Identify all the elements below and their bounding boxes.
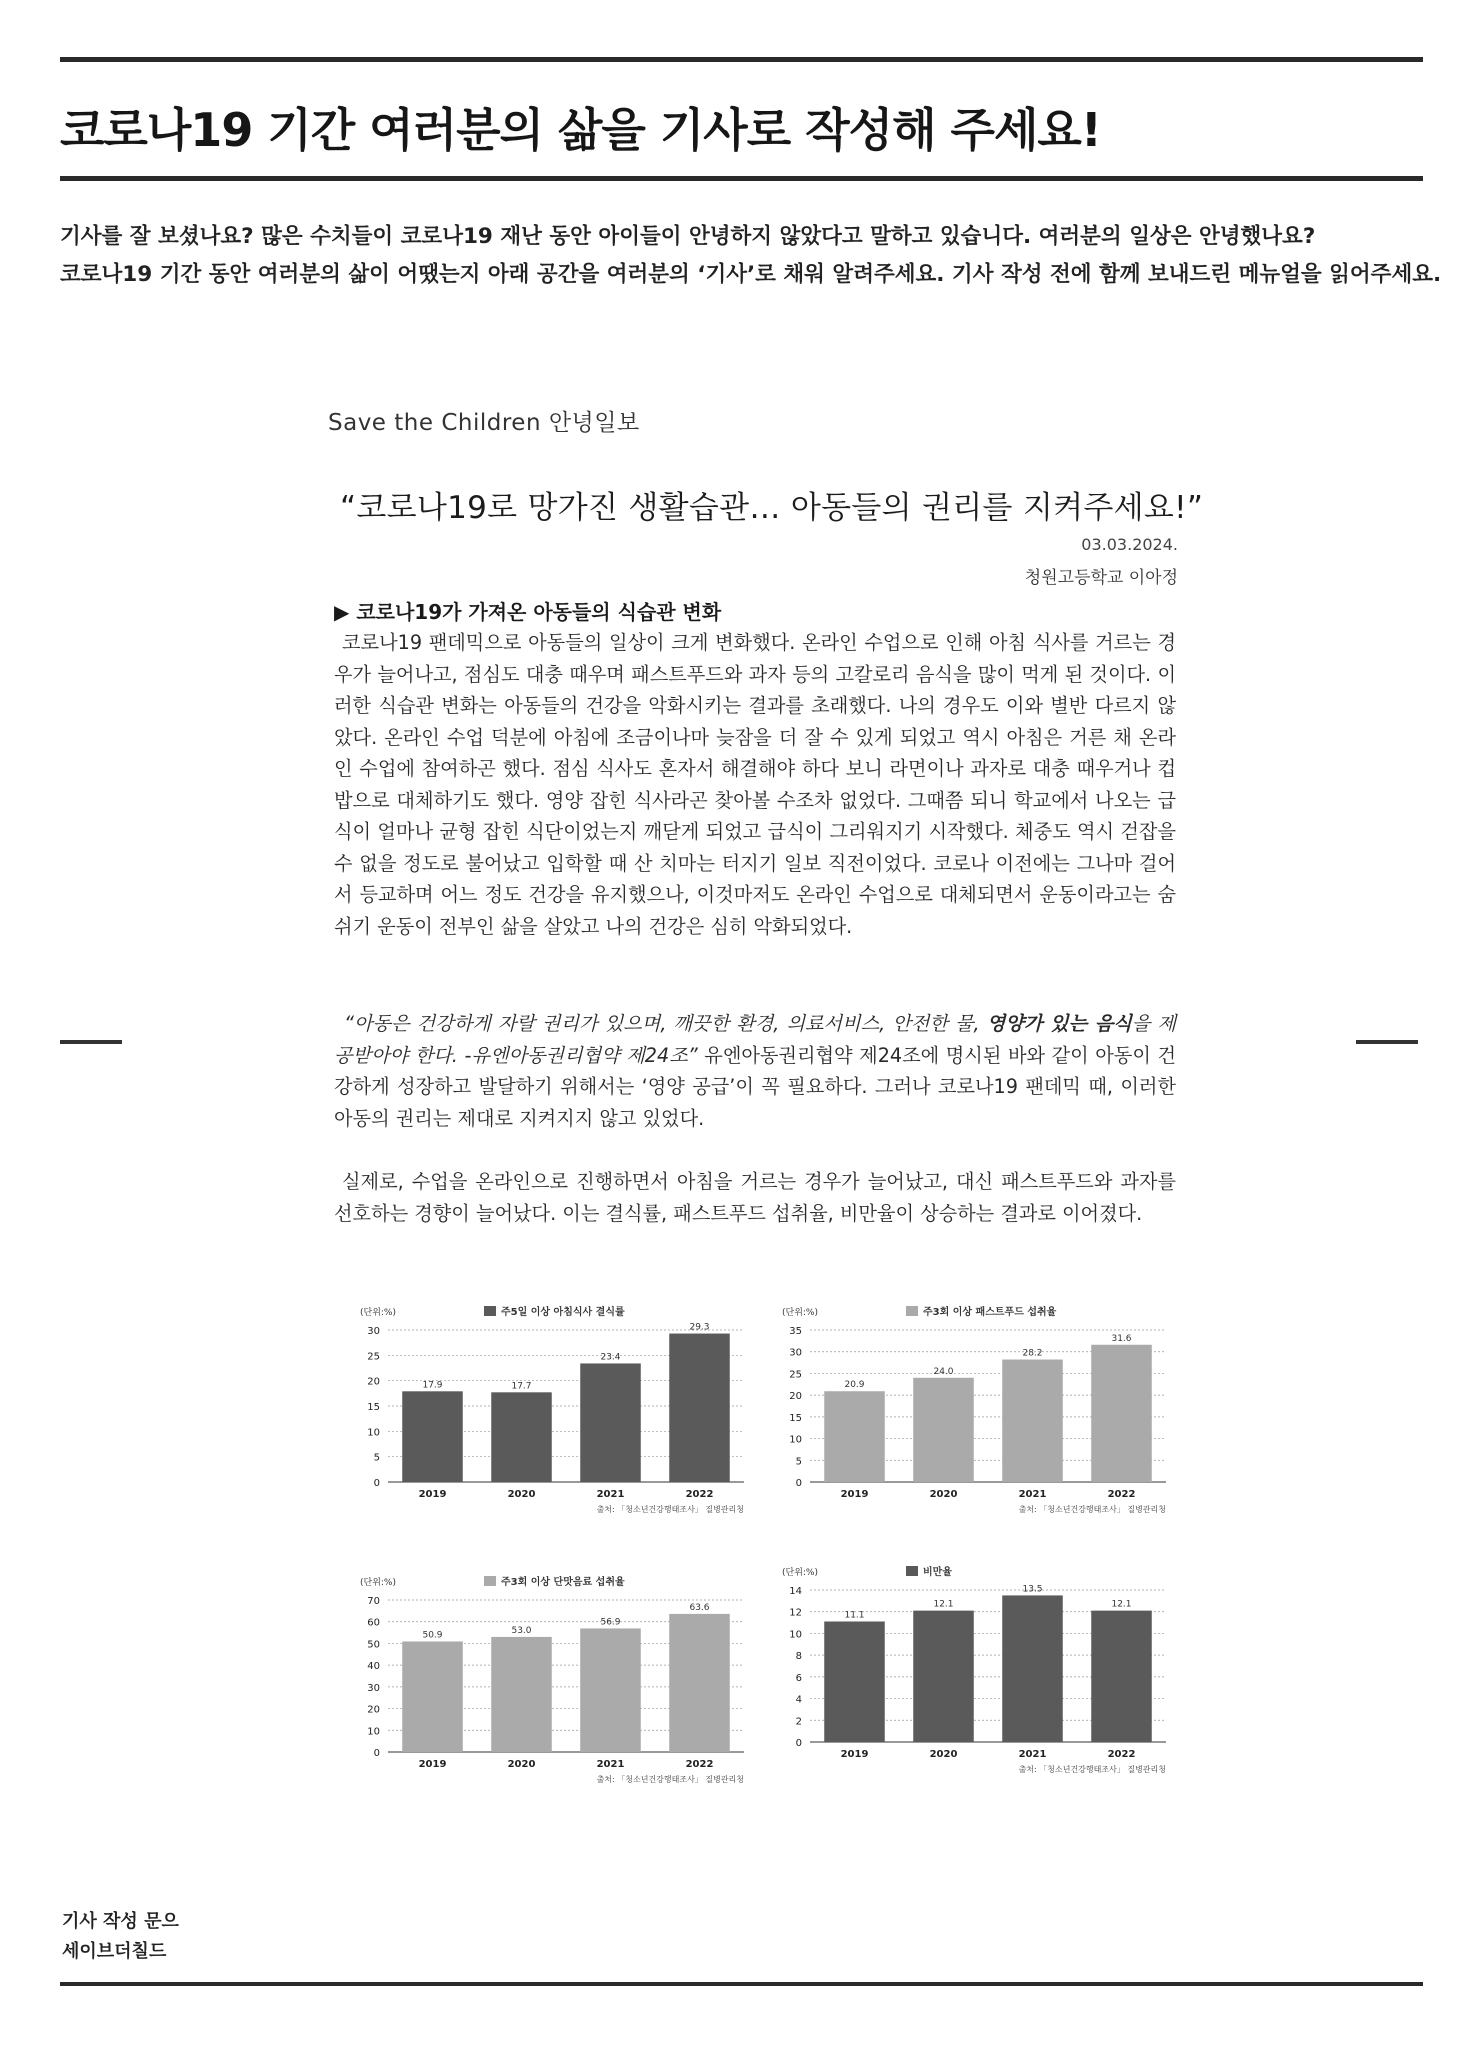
x-tick-label: 2021 (1018, 1749, 1047, 1760)
intro-text (60, 218, 1442, 294)
y-tick-label: 0 (795, 1738, 802, 1749)
chart-source: 출처: 「청소년건강행태조사」 질병관리청 (596, 1505, 744, 1514)
y-tick-label: 15 (789, 1412, 802, 1424)
data-label: 17.7 (511, 1381, 532, 1392)
y-tick-label: 70 (367, 1596, 380, 1607)
y-tick-label: 30 (367, 1326, 380, 1337)
chart-source: 출처: 「청소년건강행태조사」 질병관리청 (1018, 1505, 1166, 1514)
bar (824, 1621, 885, 1742)
y-tick-label: 14 (789, 1586, 802, 1597)
x-tick-label: 2020 (929, 1749, 958, 1760)
y-tick-label: 10 (367, 1427, 380, 1439)
page-title: 코로나19 기간 여러분의 삶을 기사로 작성해 주세요! (60, 103, 1101, 157)
bar (913, 1378, 974, 1482)
y-tick-label: 30 (367, 1682, 380, 1694)
y-tick-label: 25 (789, 1369, 802, 1381)
article-author: 청원고등학교 이아정 (1024, 568, 1178, 588)
x-tick-label: 2019 (418, 1489, 447, 1500)
bar (824, 1391, 885, 1482)
bar (491, 1637, 552, 1752)
x-tick-label: 2019 (840, 1749, 869, 1760)
left-margin-mark (60, 1040, 122, 1044)
quote-part-c: 을 제공받아야 한다. -유엔아동권리협약 제24조” (334, 1012, 1177, 1067)
quote-part-a: “아동은 건강하게 자랄 권리가 있으며, 깨끗한 환경, 의료서비스, 안전한 물, (344, 1012, 987, 1035)
paragraph-2-text: 유엔아동권리협약 제24조에 명시된 바와 같이 아동이 건강하게 성장하고 발달하기 위해서는 ‘영양 공급’이 꼭 필요하다. 그러나 코로나19 팬데믹 때, 이러한 아동의 권리는 제대로 지켜지지 않고 있었다. (334, 1043, 1176, 1130)
bar (1091, 1611, 1152, 1742)
legend (484, 1575, 625, 1588)
article-paragraph-3 (334, 1166, 1176, 1229)
data-label: 23.4 (600, 1352, 621, 1363)
bar (913, 1611, 974, 1742)
unit-label: (단위:%) (782, 1568, 818, 1578)
data-label: 11.1 (844, 1610, 865, 1621)
bar (1091, 1345, 1152, 1482)
unit-label: (단위:%) (782, 1308, 818, 1318)
legend (484, 1305, 625, 1318)
unit-label: (단위:%) (360, 1578, 396, 1588)
y-tick-label: 50 (367, 1639, 380, 1651)
x-tick-label: 2022 (685, 1489, 714, 1500)
x-tick-label: 2021 (596, 1759, 625, 1770)
legend-swatch (906, 1566, 918, 1576)
bar (580, 1628, 641, 1752)
section-title: ▶ 코로나19가 가져온 아동들의 식습관 변화 (334, 600, 722, 624)
bar (580, 1363, 641, 1482)
paragraph-3-text: 실제로, 수업을 온라인으로 진행하면서 아침을 거르는 경우가 늘어났고, 대신 패스트푸드와 과자를 선호하는 경향이 늘어났다. 이는 결식률, 패스트푸드 섭취율, 비만율이 상승하는 결과로 이어졌다. (334, 1170, 1176, 1225)
y-tick-label: 30 (789, 1347, 802, 1359)
x-tick-label: 2019 (418, 1759, 447, 1770)
x-tick-label: 2020 (507, 1489, 536, 1500)
data-label: 63.6 (689, 1602, 710, 1613)
y-tick-label: 8 (795, 1651, 802, 1663)
y-tick-label: 10 (789, 1629, 802, 1641)
x-tick-label: 2022 (1107, 1749, 1136, 1760)
legend-label: 주3회 이상 패스트푸드 섭취율 (923, 1307, 1057, 1318)
y-tick-label: 0 (373, 1748, 380, 1759)
y-tick-label: 5 (795, 1456, 802, 1468)
y-tick-label: 0 (373, 1478, 380, 1489)
legend (906, 1305, 1057, 1318)
article-paragraph-1 (334, 627, 1176, 942)
bar (1002, 1595, 1063, 1742)
data-label: 24.0 (933, 1366, 954, 1377)
x-tick-label: 2022 (685, 1759, 714, 1770)
y-tick-label: 4 (795, 1694, 802, 1706)
intro-line-2: 코로나19 기간 동안 여러분의 삶이 어땠는지 아래 공간을 여러분의 ‘기사’로 채워 알려주세요. 기사 작성 전에 함께 보내드린 메뉴얼을 읽어주세요. (60, 262, 1442, 287)
x-tick-label: 2019 (840, 1489, 869, 1500)
data-label: 28.2 (1022, 1348, 1043, 1359)
bottom-rule (60, 1982, 1423, 1986)
x-tick-label: 2021 (1018, 1489, 1047, 1500)
data-label: 53.0 (511, 1625, 532, 1636)
data-label: 12.1 (933, 1599, 954, 1610)
chart-source: 출처: 「청소년건강행태조사」 질병관리청 (596, 1775, 744, 1784)
data-label: 12.1 (1111, 1599, 1132, 1610)
data-label: 17.9 (422, 1380, 443, 1391)
title-underline-rule (60, 176, 1423, 181)
publication-name: Save the Children 안녕일보 (328, 410, 640, 436)
chart-sweet-drinks (356, 1570, 756, 1800)
bar (1002, 1360, 1063, 1482)
data-label: 56.9 (600, 1617, 621, 1628)
bar (669, 1614, 730, 1752)
y-tick-label: 5 (373, 1452, 380, 1464)
quote-emphasis: 영양가 있는 음식 (986, 1012, 1132, 1035)
y-tick-label: 10 (367, 1726, 380, 1738)
x-tick-label: 2020 (929, 1489, 958, 1500)
unit-label: (단위:%) (360, 1308, 396, 1318)
data-label: 31.6 (1111, 1333, 1132, 1344)
y-tick-label: 2 (795, 1716, 802, 1728)
chart-source: 출처: 「청소년건강행태조사」 질병관리청 (1018, 1765, 1166, 1774)
contact-line-2: 세이브더칠드​ (62, 1941, 167, 1962)
x-tick-label: 2020 (507, 1759, 536, 1770)
bar (402, 1641, 463, 1752)
x-tick-label: 2022 (1107, 1489, 1136, 1500)
bar (402, 1391, 463, 1482)
y-tick-label: 20 (367, 1376, 380, 1388)
legend-swatch (484, 1306, 496, 1316)
contact-line-1: 기사 작성 문으 (62, 1911, 179, 1932)
article-paragraph-2 (334, 1008, 1176, 1134)
y-tick-label: 10 (789, 1434, 802, 1446)
y-tick-label: 20 (367, 1704, 380, 1716)
chart-fastfood (778, 1300, 1178, 1530)
article-date: 03.03.2024. (1081, 535, 1178, 554)
legend-label: 비만율 (923, 1567, 952, 1578)
x-tick-label: 2021 (596, 1489, 625, 1500)
intro-line-1: 기사를 잘 보셨나요? 많은 수치들이 코로나19 재난 동안 아이들이 안녕하지 않았다고 말하고 있습니다. 여러분의 일상은 안녕했나요? (60, 224, 1316, 249)
y-tick-label: 6 (795, 1672, 802, 1684)
legend-swatch (906, 1306, 918, 1316)
y-tick-label: 15 (367, 1402, 380, 1413)
right-margin-mark (1356, 1040, 1418, 1044)
y-tick-label: 20 (789, 1391, 802, 1403)
chart-obesity (778, 1560, 1178, 1790)
top-rule (60, 57, 1423, 62)
data-label: 20.9 (844, 1380, 865, 1391)
y-tick-label: 60 (367, 1617, 380, 1629)
chart-breakfast-skip (356, 1300, 756, 1530)
y-tick-label: 40 (367, 1661, 380, 1673)
data-label: 13.5 (1022, 1584, 1043, 1595)
y-tick-label: 0 (795, 1478, 802, 1489)
legend-label: 주3회 이상 단맛음료 섭취율 (501, 1577, 625, 1588)
bar (669, 1334, 730, 1482)
legend-swatch (484, 1576, 496, 1586)
legend-label: 주5일 이상 아침식사 결식률 (501, 1307, 625, 1318)
paragraph-1-text: 코로나19 팬데믹으로 아동들의 일상이 크게 변화했다. 온라인 수업으로 인해 아침 식사를 거르는 경우가 늘어나고, 점심도 대충 때우며 패스트푸드와 과자 등의 고칼로리 음식을 많이 먹게 된 것이다. 이러한 식습관 변화는 아동들의 건강을 악화시키는 결과를 초래했다. 나의 경우도 이와 별반 다르지 않았다. 온라인 수업 덕분에 아침에 조금이나마 늦잠을 더 잘 수 있게 되었고 역시 아침은 거른 채 온라인 수업에 참여하곤 했다. 점심 식사도 혼자서 해결해야 하다 보니 라면이나 과자로 대충 때우거나 컵밥으로 대체하기도 했다. 영양 잡힌 식사라곤 찾아볼 수조차 없었다. 그때쯤 되니 학교에서 나오는 급식이 얼마나 균형 잡힌 식단이었는지 깨닫게 되었고 급식이 그리워지기 시작했다. 체중도 역시 걷잡을 수 없을 정도로 불어났고 입학할 때 산 치마는 터지기 일보 직전이었다. 코로나 이전에는 그나마 걸어서 등교하며 어느 정도 건강을 유지했으나, 이것마저도 온라인 수업으로 대체되면서 운동이라고는 숨쉬기 운동이 전부인 삶을 살았고 나의 건강은 심히 악화되었다. (334, 631, 1176, 938)
y-tick-label: 25 (367, 1351, 380, 1363)
y-tick-label: 35 (789, 1326, 802, 1337)
y-tick-label: 12 (789, 1607, 802, 1619)
data-label: 50.9 (422, 1630, 443, 1641)
data-label: 29.3 (689, 1322, 710, 1333)
article-headline: “코로나19로 망가진 생활습관… 아동들의 권리를 지켜주세요!” (340, 490, 1204, 526)
bar (491, 1392, 552, 1482)
legend (906, 1565, 952, 1578)
